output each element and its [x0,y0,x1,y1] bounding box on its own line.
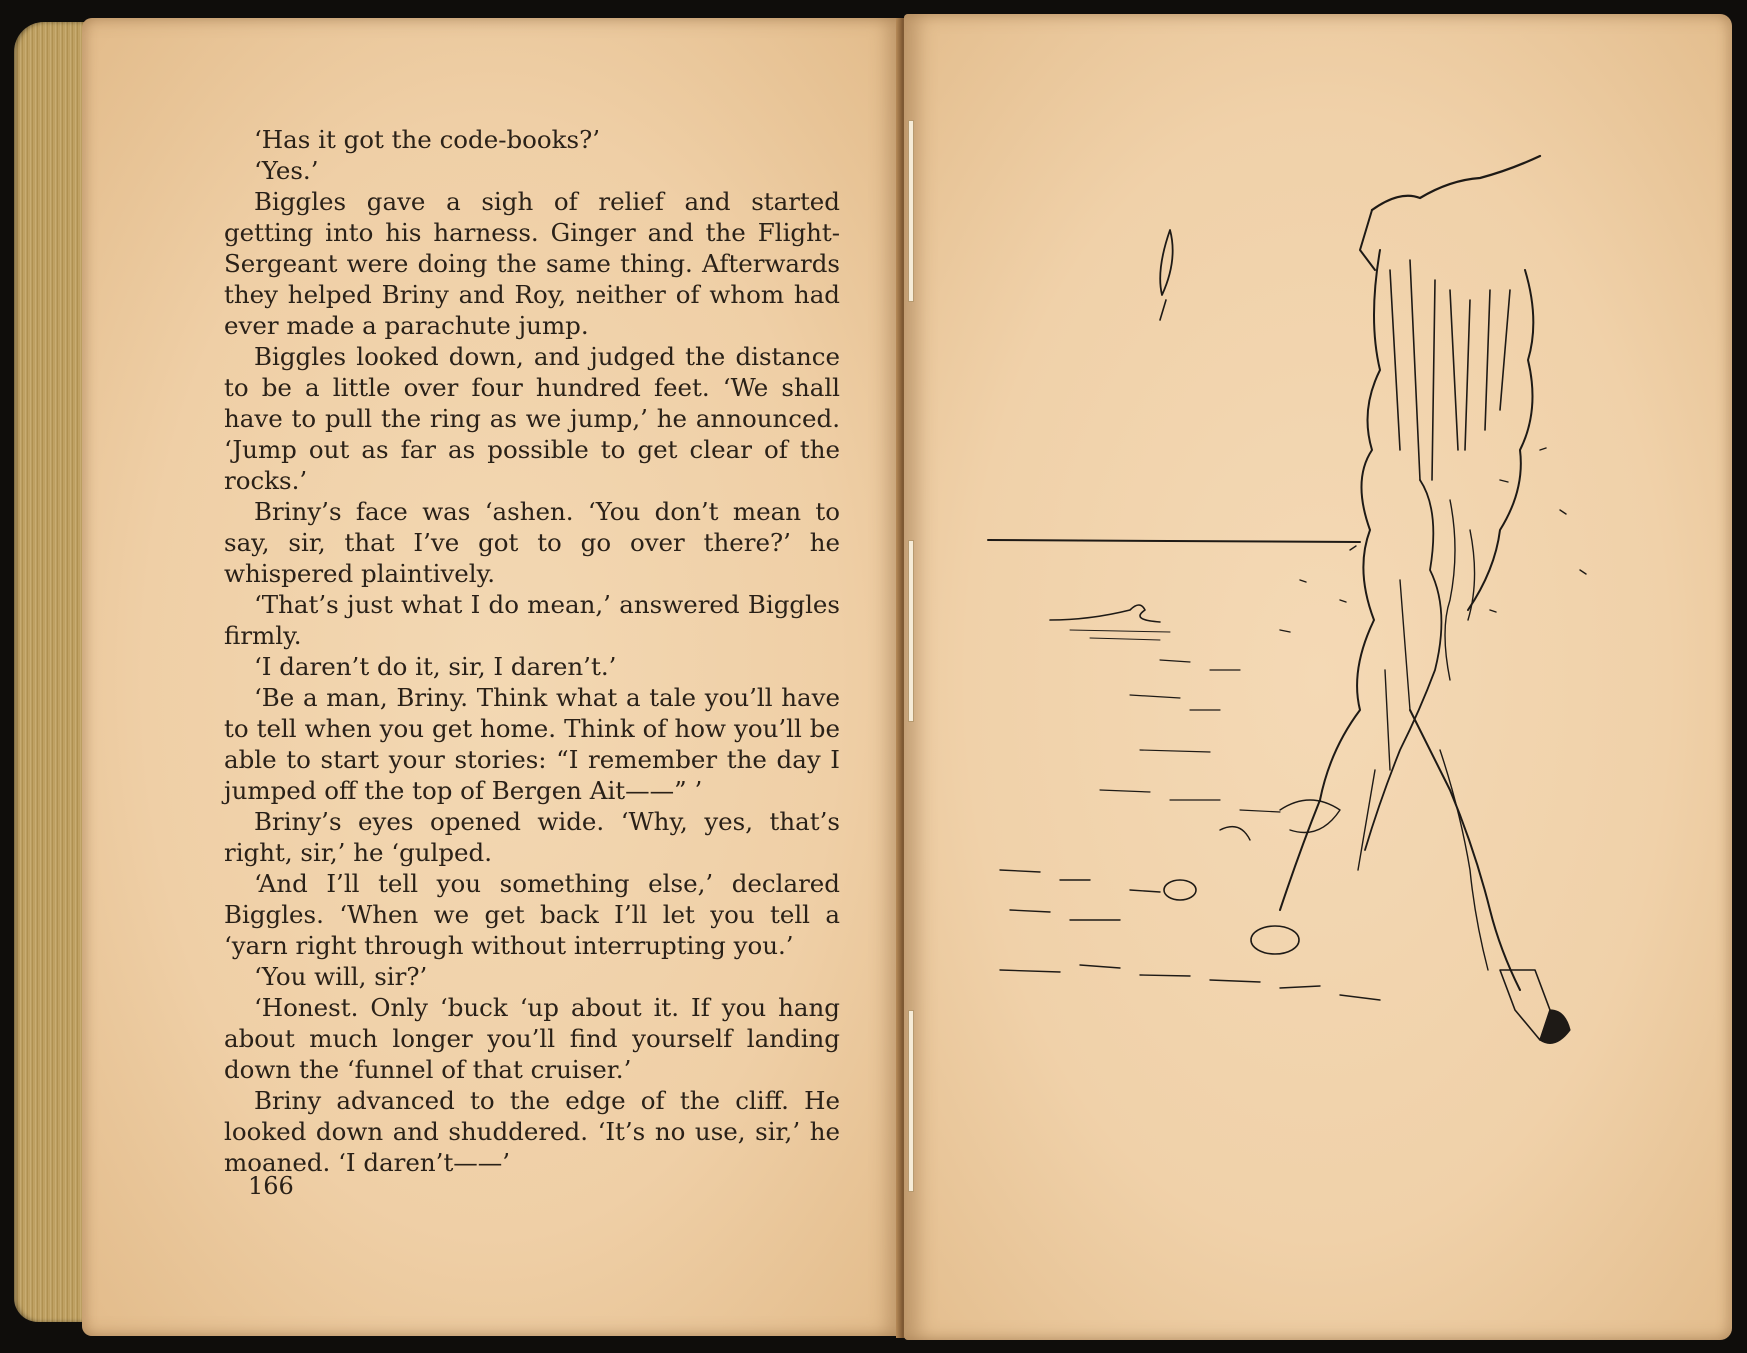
paragraph: ‘Yes.’ [254,156,319,185]
paragraph: ‘Has it got the code-books?’ [254,125,601,154]
paragraph: ‘That’s just what I do mean,’ answered Biggles firmly. [224,590,840,650]
binding-thread [908,1010,914,1192]
paragraph: ‘Be a man, Briny. Think what a tale you’ll have to tell when you get home. Think of how you’ll be able to start your stories: “I remember the day I jumped off the top of Bergen Ait——” ’ [224,683,840,805]
paragraph: ‘You will, sir?’ [254,962,428,991]
paragraph: Briny’s face was ‘ashen. ‘You don’t mean to say, sir, that I’ve got to go over there?’ he whispered plaintively. [224,497,840,588]
paragraph: ‘Honest. Only ‘buck ‘up about it. If you hang about much longer you’ll find yourself landing down the ‘funnel of that cruiser.’ [224,993,840,1084]
page-number: 166 [248,1172,294,1200]
binding-thread [908,120,914,302]
paragraph: Briny advanced to the edge of the cliff. He looked down and shuddered. ‘It’s no use, sir,’ he moaned. ‘I daren’t——’ [224,1086,840,1177]
cliff-over-sea-icon [980,150,1620,1130]
paragraph: Briny’s eyes opened wide. ‘Why, yes, that’s right, sir,’ he ‘gulped. [224,807,840,867]
binding-thread [908,540,914,722]
paragraph: ‘And I’ll tell you something else,’ declared Biggles. ‘When we get back I’ll let you tell a ‘yarn right through without interrupting you.’ [224,869,840,960]
body-text [224,124,840,1178]
paragraph: Biggles looked down, and judged the distance to be a little over four hundred feet. ‘We shall have to pull the ring as we jump,’ he announced. ‘Jump out as far as possible to get clear of the rocks.’ [224,342,840,495]
paragraph: ‘I daren’t do it, sir, I daren’t.’ [254,652,617,681]
paragraph: Biggles gave a sigh of relief and started getting into his harness. Ginger and the Flight-Sergeant were doing the same thing. Afterwards they helped Briny and Roy, neither of whom had ever made a parachute jump. [224,187,840,340]
